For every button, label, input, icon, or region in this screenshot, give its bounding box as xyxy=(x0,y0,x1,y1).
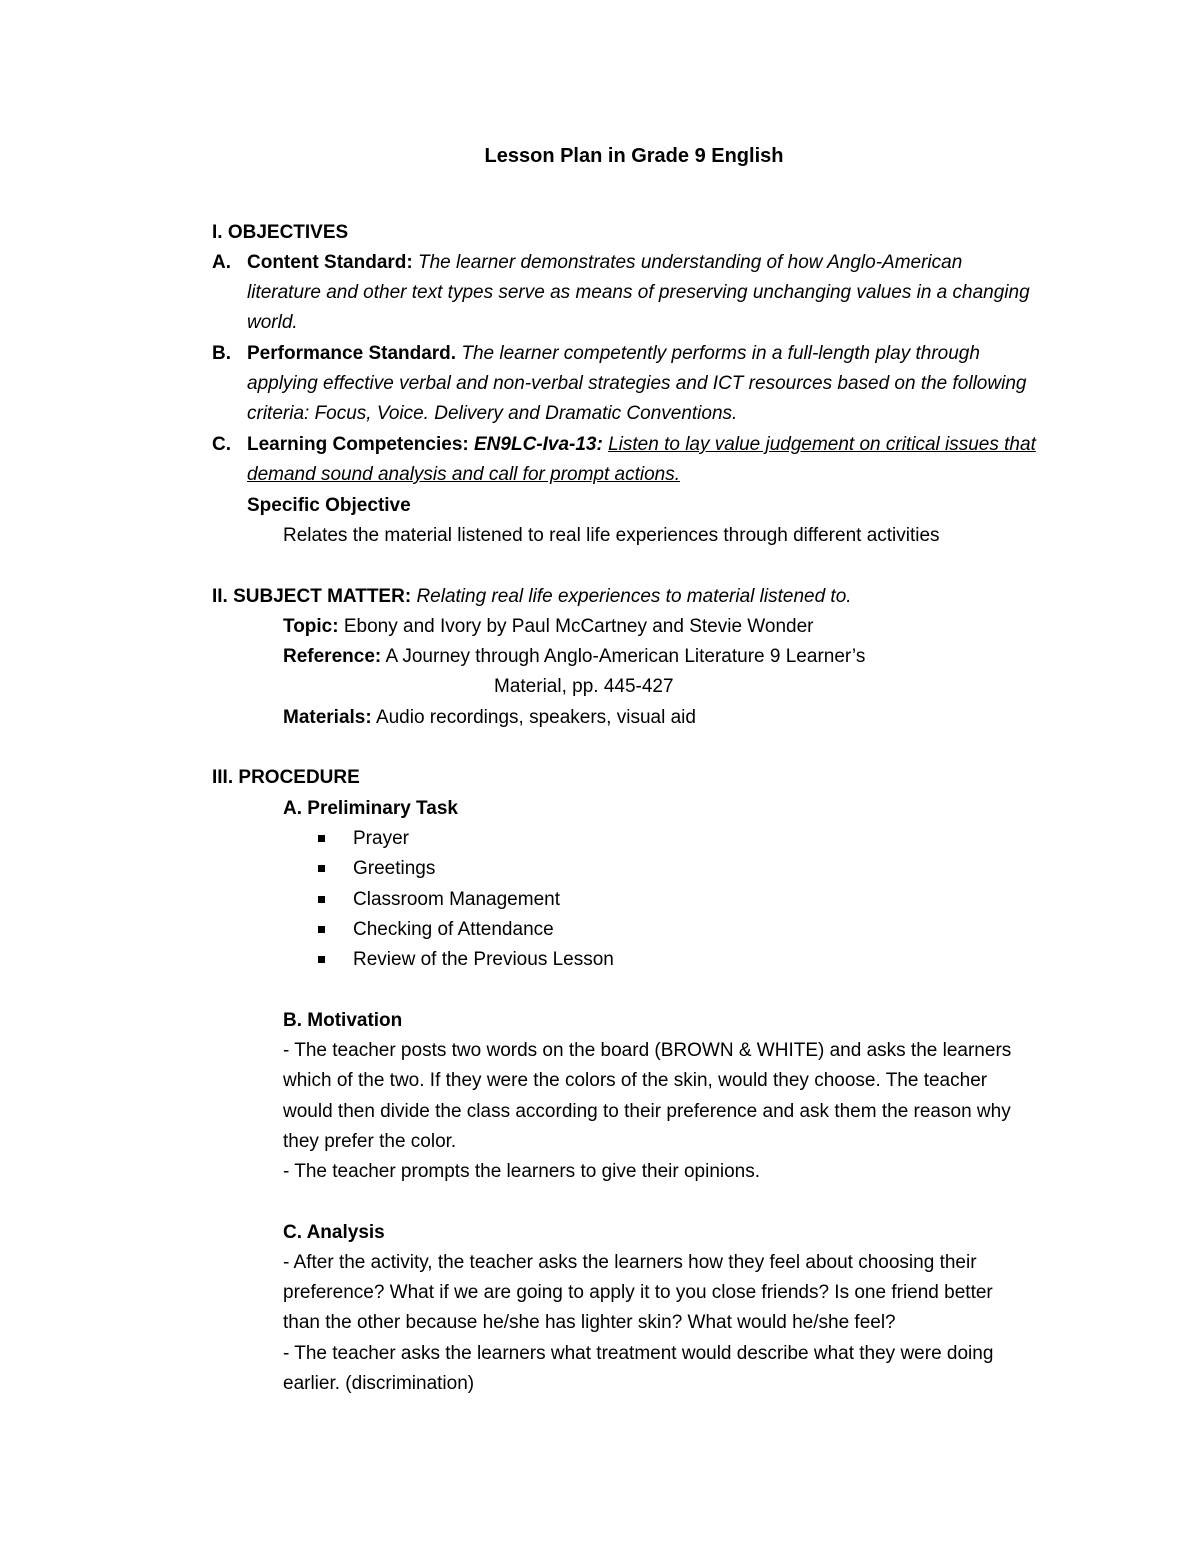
materials-line xyxy=(283,703,696,733)
materials-text: Audio recordings, speakers, visual aid xyxy=(375,707,696,728)
motivation-line-1: - The teacher posts two words on the board (BROWN & WHITE) and asks the learners xyxy=(283,1040,1012,1061)
performance-standard-line-2: applying effective verbal and non-verbal strategies and ICT resources based on the following xyxy=(247,373,1027,394)
bullet-icon xyxy=(318,956,325,963)
content-standard-line-1 xyxy=(247,248,962,278)
content-standard-text: The learner demonstrates understanding of how Anglo-American xyxy=(418,252,963,273)
analysis-line-3: than the other because he/she has lighter skin? What would he/she feel? xyxy=(283,1312,896,1333)
specific-objective-text: Relates the material listened to real life experiences through different activities xyxy=(283,525,940,546)
reference-text-line-2: Material, pp. 445-427 xyxy=(494,676,674,697)
topic-line xyxy=(283,612,814,642)
procedure-heading: III. PROCEDURE xyxy=(212,767,360,788)
objective-b-marker: B. xyxy=(212,343,231,364)
objectives-heading: I. OBJECTIVES xyxy=(212,222,349,243)
objective-a-marker: A. xyxy=(212,252,231,273)
content-standard-line-3: world. xyxy=(247,312,298,333)
preliminary-item-review: Review of the Previous Lesson xyxy=(353,949,614,970)
competency-text: Listen to lay value judgement on critical issues that xyxy=(608,434,1036,455)
subject-matter-heading-line xyxy=(212,582,852,612)
competency-code: EN9LC-Iva-13: xyxy=(474,434,603,455)
performance-standard-text: The learner competently performs in a full-length play through xyxy=(461,343,980,364)
preliminary-item-classroom-management: Classroom Management xyxy=(353,889,560,910)
reference-line xyxy=(283,642,865,672)
analysis-line-1: - After the activity, the teacher asks the learners how they feel about choosing their xyxy=(283,1252,977,1273)
bullet-icon xyxy=(318,896,325,903)
motivation-line-4: they prefer the color. xyxy=(283,1131,457,1152)
objective-c-marker: C. xyxy=(212,434,231,455)
materials-label: Materials: xyxy=(283,707,372,728)
bullet-icon xyxy=(318,835,325,842)
topic-label: Topic: xyxy=(283,616,339,637)
preliminary-item-attendance: Checking of Attendance xyxy=(353,919,554,940)
analysis-line-4: - The teacher asks the learners what treatment would describe what they were doing xyxy=(283,1343,994,1364)
performance-standard-label: Performance Standard. xyxy=(247,343,457,364)
preliminary-item-greetings: Greetings xyxy=(353,858,436,879)
content-standard-line-2: literature and other text types serve as means of preserving unchanging values in a changing xyxy=(247,282,1030,303)
subject-matter-heading: II. SUBJECT MATTER: xyxy=(212,586,412,607)
motivation-line-3: would then divide the class according to their preference and ask them the reason why xyxy=(283,1101,1011,1122)
subject-matter-text: Relating real life experiences to material listened to. xyxy=(416,586,852,607)
competency-text-line-2: demand sound analysis and call for prompt actions. xyxy=(247,464,681,485)
preliminary-task-heading: A. Preliminary Task xyxy=(283,798,458,819)
learning-competencies-label: Learning Competencies: xyxy=(247,434,469,455)
analysis-line-2: preference? What if we are going to apply it to you close friends? Is one friend better xyxy=(283,1282,993,1303)
motivation-line-2: which of the two. If they were the colors of the skin, would they choose. The teacher xyxy=(283,1070,988,1091)
performance-standard-line-1 xyxy=(247,339,980,369)
document-title: Lesson Plan in Grade 9 English xyxy=(484,145,784,167)
motivation-heading: B. Motivation xyxy=(283,1010,403,1031)
specific-objective-label: Specific Objective xyxy=(247,495,411,516)
analysis-line-5: earlier. (discrimination) xyxy=(283,1373,475,1394)
bullet-icon xyxy=(318,865,325,872)
reference-text: A Journey through Anglo-American Literature 9 Learner’s xyxy=(385,646,866,667)
learning-competencies-line-1 xyxy=(247,430,1036,460)
preliminary-item-prayer: Prayer xyxy=(353,828,409,849)
bullet-icon xyxy=(318,926,325,933)
motivation-line-5: - The teacher prompts the learners to give their opinions. xyxy=(283,1161,761,1182)
topic-text: Ebony and Ivory by Paul McCartney and Stevie Wonder xyxy=(343,616,814,637)
content-standard-label: Content Standard: xyxy=(247,252,413,273)
analysis-heading: C. Analysis xyxy=(283,1222,385,1243)
reference-label: Reference: xyxy=(283,646,382,667)
performance-standard-line-3: criteria: Focus, Voice. Delivery and Dramatic Conventions. xyxy=(247,403,738,424)
